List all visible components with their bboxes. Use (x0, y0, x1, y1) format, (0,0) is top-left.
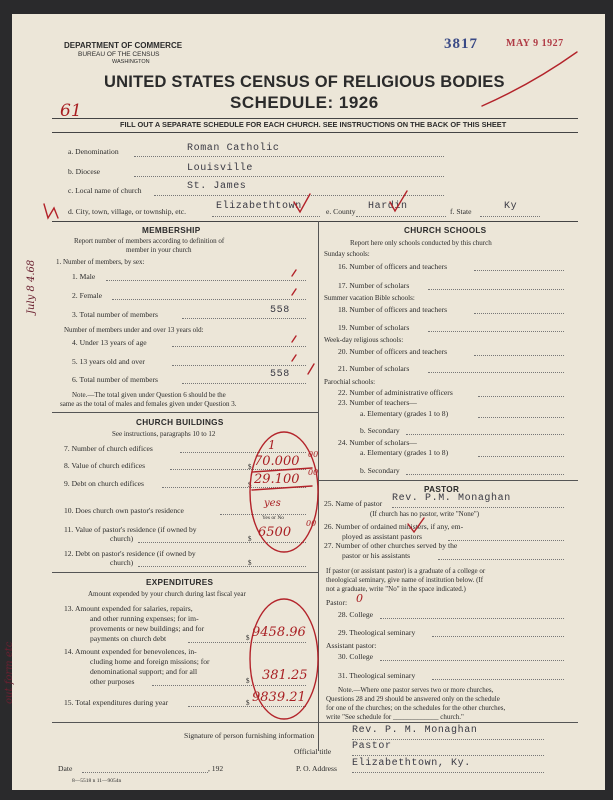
sunday-schools-label: Sunday schools: (324, 250, 370, 258)
buildings-intro: See instructions, paragraphs 10 to 12 (112, 430, 216, 438)
under-13-label: 4. Under 13 years of age (72, 338, 147, 347)
edifice-debt-value: 29.100 (254, 472, 300, 487)
church-name-label: c. Local name of church (68, 186, 142, 195)
church-name-value: St. James (187, 181, 247, 192)
grad-note-3: not a graduate, write "No" in the space indicated.) (326, 585, 466, 593)
hand-number: 61 (60, 101, 82, 121)
diocese-value: Louisville (187, 163, 254, 174)
assistant-sub-label: Assistant pastor: (326, 641, 377, 650)
city-field-label: d. City, town, village, or township, etc. (68, 207, 187, 216)
check-mark-assistants (408, 518, 424, 532)
expense-salaries-line-3: provements or new buildings; and for (90, 624, 205, 633)
q23b-label: b. Secondary (360, 426, 400, 435)
denomination-label: a. Denomination (68, 147, 119, 156)
state-label: f. State (450, 207, 472, 216)
expense-salaries-line-1: 13. Amount expended for salaries, repairs, (64, 604, 193, 613)
q19-label: 19. Number of scholars (338, 323, 410, 332)
buildings-circle (250, 432, 318, 552)
residence-value-cents: 00 (306, 519, 317, 528)
city-label: WASHINGTON (112, 59, 150, 65)
membership-intro-2: member in your church (126, 246, 192, 254)
address-label: P. O. Address (296, 764, 337, 773)
expense-benevolence-line-3: denominational support; and for all (90, 667, 198, 676)
residence-value: 6500 (258, 525, 292, 540)
red-pen-marks (12, 14, 605, 790)
q30-label: 30. College (338, 652, 374, 661)
female-label: 2. Female (72, 291, 102, 300)
age-intro: Number of members under and over 13 years old: (64, 326, 204, 334)
county-label: e. County (326, 207, 356, 216)
check-mark-1 (294, 194, 310, 212)
membership-intro-1: Report number of members according to definition of (74, 237, 225, 245)
edifice-debt-label: 9. Debt on church edifices (64, 479, 144, 488)
q16-label: 16. Number of officers and teachers (338, 262, 448, 271)
city-value: Elizabethtown (216, 201, 302, 212)
weekday-schools-label: Week-day religious schools: (324, 336, 404, 344)
edifice-value: 70.000 (254, 454, 300, 469)
pastor-note-3: for one of the churches; on the schedules for the other churches, (326, 704, 506, 712)
residence-value-label: 11. Value of pastor's residence (if owned by (64, 525, 197, 534)
grad-note-2: theological seminary, give name of institution below. (If (326, 576, 484, 584)
total-expense-label: 15. Total expenditures during year (64, 698, 169, 707)
pastor-note-4: write "See schedule for _____________ church." (326, 713, 464, 721)
stamp-slash-mark (482, 52, 577, 106)
date-label: Date (58, 764, 73, 773)
pastor-heading: PASTOR (424, 485, 460, 494)
residence-value-label-2: church) (110, 534, 134, 543)
schools-heading: CHURCH SCHOOLS (404, 226, 487, 235)
pastor-mark: 0 (356, 592, 363, 605)
expense-salaries-line-4: payments on church debt (90, 634, 167, 643)
yes-no-hint: Yes or No (262, 515, 285, 521)
q23a-label: a. Elementary (grades 1 to 8) (360, 409, 449, 418)
stamp-number: 3817 (444, 36, 478, 52)
bureau-label: BUREAU OF THE CENSUS (78, 51, 160, 58)
expense-salaries-value: 9458.96 (252, 625, 306, 640)
total-by-age-value: 558 (270, 369, 290, 380)
total-members-value: 558 (270, 305, 290, 316)
pastor-name-label: 25. Name of pastor (324, 499, 383, 508)
parochial-schools-label: Parochial schools: (324, 378, 376, 386)
expense-salaries-line-2: and other running expenses; for im- (90, 614, 199, 623)
edifices-count-label: 7. Number of church edifices (64, 444, 153, 453)
denomination-value: Roman Catholic (187, 143, 280, 154)
other-churches-label: 27. Number of other churches served by the (324, 541, 458, 550)
expenditures-intro: Amount expended by your church during last fiscal year (88, 590, 246, 598)
q29-label: 29. Theological seminary (338, 628, 416, 637)
membership-heading: MEMBERSHIP (142, 226, 201, 235)
total-members-label: 3. Total number of members (72, 310, 159, 319)
total-expense-value: 9839.21 (252, 690, 306, 705)
edifices-count-value: 1 (268, 438, 276, 452)
q24a-label: a. Elementary (grades 1 to 8) (360, 448, 449, 457)
edifice-value-label: 8. Value of church edifices (64, 461, 146, 470)
tick-male (292, 270, 296, 276)
edifice-value-cents: 00 (308, 450, 319, 459)
year-suffix: , 192 (208, 764, 224, 773)
q28-label: 28. College (338, 610, 374, 619)
tick-total (308, 364, 314, 374)
residence-owned-label: 10. Does church own pastor's residence (64, 506, 184, 515)
schools-intro: Report here only schools conducted by this church (350, 239, 492, 247)
q18-label: 18. Number of officers and teachers (338, 305, 448, 314)
margin-m-mark (44, 204, 58, 218)
dept-label: DEPARTMENT OF COMMERCE (64, 41, 183, 50)
expenditures-heading: EXPENDITURES (146, 578, 214, 587)
pastor-name-value: Rev. P.M. Monaghan (392, 493, 511, 504)
membership-q1-intro: 1. Number of members, by sex: (56, 258, 145, 266)
q24-label: 24. Number of scholars— (338, 438, 417, 447)
summer-schools-label: Summer vacation Bible schools: (324, 294, 415, 302)
margin-note-3: out form etc (4, 641, 15, 704)
instruction-line: FILL OUT A SEPARATE SCHEDULE FOR EACH CHURCH. SEE INSTRUCTIONS ON THE BACK OF THIS SHEET (120, 120, 507, 129)
schedule-title: SCHEDULE: 1926 (230, 93, 379, 112)
stamp-date: MAY 9 1927 (506, 38, 564, 49)
male-label: 1. Male (72, 272, 96, 281)
pastor-note-1: Note.—Where one pastor serves two or more churches, (338, 686, 494, 694)
signature-label: Signature of person furnishing information (184, 731, 315, 740)
other-churches-label-2: pastor or his assistants (342, 551, 411, 560)
assistants-label-2: ployed as assistant pastors (342, 532, 422, 541)
assistants-label: 26. Number of ordained ministers, if any, em- (324, 522, 464, 531)
membership-note-2: same as the total of males and females given under Question 3. (60, 400, 237, 408)
state-value: Ky (504, 201, 518, 212)
tick-under13 (292, 336, 296, 342)
q17-label: 17. Number of scholars (338, 281, 410, 290)
signature-value: Rev. P. M. Monaghan (352, 725, 478, 736)
residence-debt-label: 12. Debt on pastor's residence (if owned by (64, 549, 196, 558)
buildings-heading: CHURCH BUILDINGS (136, 418, 224, 427)
q21-label: 21. Number of scholars (338, 364, 410, 373)
pastor-name-hint: (If church has no pastor, write "None") (370, 510, 480, 518)
membership-note-1: Note.—The total given under Question 6 should be the (72, 391, 226, 399)
tick-over13 (292, 355, 296, 361)
underline-debt (252, 486, 312, 490)
expenditures-circle (250, 599, 318, 719)
diocese-label: b. Diocese (68, 167, 101, 176)
q24b-label: b. Secondary (360, 466, 400, 475)
pastor-note-2: Questions 28 and 29 should be answered only on the schedule (326, 695, 500, 703)
form-title: UNITED STATES CENSUS OF RELIGIOUS BODIES (104, 73, 505, 91)
over-13-label: 5. 13 years old and over (72, 357, 145, 366)
tick-female (292, 289, 296, 295)
q22-label: 22. Number of administrative officers (338, 388, 453, 397)
expense-benevolence-line-4: other purposes (90, 677, 135, 686)
pastor-sub-label: Pastor: (326, 598, 348, 607)
grad-note-1: If pastor (or assistant pastor) is a graduate of a college or (326, 567, 486, 575)
county-value: Hardin (368, 201, 408, 212)
q23-label: 23. Number of teachers— (338, 398, 417, 407)
edifice-debt-cents: 00 (308, 468, 319, 477)
form-code: 8—5518 n 11—9054n (72, 778, 122, 784)
q20-label: 20. Number of officers and teachers (338, 347, 448, 356)
q31-label: 31. Theological seminary (338, 671, 416, 680)
residence-debt-label-2: church) (110, 558, 134, 567)
margin-note-2: July 8 4.68 (26, 259, 37, 314)
residence-owned-value: yes (264, 498, 281, 509)
official-title-label: Official title (294, 747, 332, 756)
expense-benevolence-line-1: 14. Amount expended for benevolences, in- (64, 647, 197, 656)
expense-benevolence-line-2: cluding home and foreign missions; for (90, 657, 210, 666)
expense-benevolence-value: 381.25 (262, 668, 308, 683)
total-by-age-label: 6. Total number of members (72, 375, 159, 384)
census-schedule-page: DEPARTMENT OF COMMERCE BUREAU OF THE CENSUS WASHINGTON 3817 MAY 9 1927 UNITED STATES CENSUS OF RELIGIOUS BODIES SCHEDULE: 1926 61 FILL OUT A SEPARATE SCHEDULE FOR EACH CHURCH. SEE INSTRUCTIONS ON THE BACK OF THIS SHEET a. Denomination Roman Catholic b. Diocese Louisville c. Local name of church St. James d. City, town, village, or township, etc. Elizabethtown e. County Hardin f. State Ky MEMBERSHIP Report number of members according to definition of member in your church 1. Number of members, by sex: 1. Male 2. Female 3. Total number of members 558 Number of members under and over 13 years old: 4. Under 13 years of age 5. 13 years old and over 6. Total number of members 558 Note.—The total given under Question 6 should be the same as the total of males and females given under Question 3. CHURCH BUILDINGS See instructions, paragraphs 10 to 12 7. Number of church edifices 1 8. Value of church edifices $ 70.000 00 9. Debt on church edifices $ 29.100 00 10. Does church own pastor's residence yes Yes or No 11. Value of pastor's residence (if owned by church) $ 6500 00 12. Debt on pastor's residence (if owned by church) $ EXPENDITURES Amount expended by your church during last fiscal year 13. Amount expended for salaries, repairs, and other running expenses; for im- provements or new buildings; and for payments on church debt $ 9458.96 14. Amount expended for benevolences, in- cluding home and foreign missions; for denominational support; and for all other purposes $ 381.25 15. Total expenditures during year $ 9839.21 CHURCH SCHOOLS Report here only schools conducted by this church Sunday schools: 16. Number of officers and teachers 17. Number of scholars Summer vacation Bible schools: 18. Number of officers and teachers 19. Number of scholars Week-day religious schools: 20. Number of officers and teachers 21. Number of scholars Parochial schools: 22. Number of administrative officers 23. Number of teachers— a. Elementary (grades 1 to 8) b. Secondary 24. Number of scholars— a. Elementary (grades 1 to 8) b. Secondary PASTOR 25. Name of pastor Rev. P.M. Monaghan (If church has no pastor, write "None") 26. Number of ordained ministers, if any, em- ployed as assistant pastors 27. Number of other churches served by the pastor or his assistants If pastor (or assistant pastor) is a graduate of a college or theological seminary, give name of institution below. (If not a graduate, write "No" in the space indicated.) Pastor: 0 28. College 29. Theological seminary Assistant pastor: 30. College 31. Theological seminary Note.—Where one pastor serves two or more churches, Questions 28 and 29 should be answered only on the schedule for one of the churches; on the schedules for the other churches, write "See schedule for _____________ church." Signature of person furnishing information Rev. P. M. Monaghan Official title Pastor Date , 192 P. O. Address Elizabethtown, Ky. 8—5518 n 11—9054n July 8 4.68 out form etc (12, 14, 605, 790)
underline-edifice (252, 468, 312, 472)
address-value: Elizabethtown, Ky. (352, 758, 471, 769)
official-title-value: Pastor (352, 741, 392, 752)
check-mark-2 (390, 191, 407, 211)
